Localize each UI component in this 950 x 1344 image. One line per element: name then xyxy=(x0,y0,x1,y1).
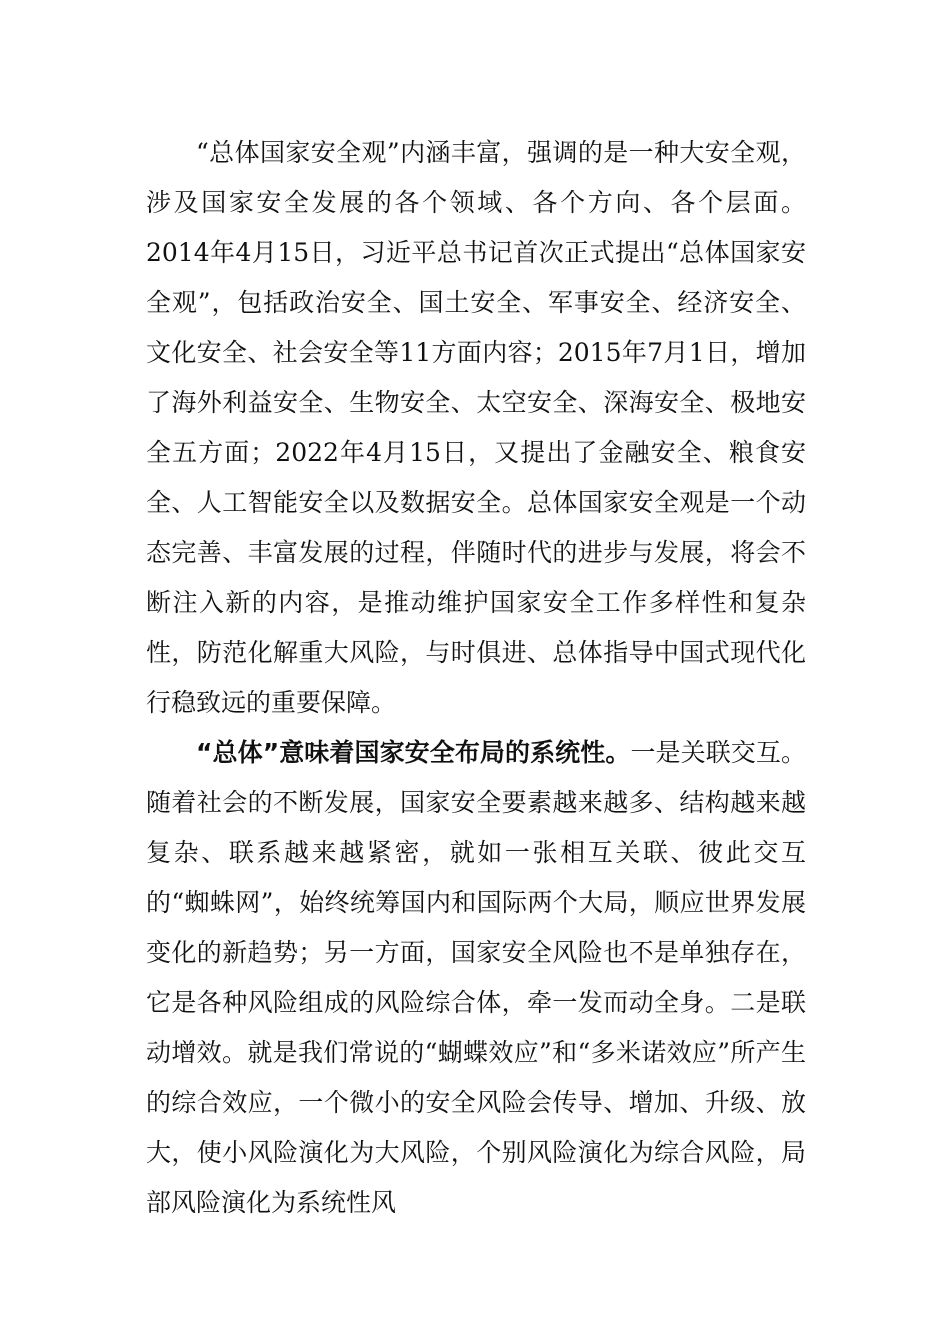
paragraph-2-lead-sentence: “总体”意味着国家安全布局的系统性。 xyxy=(196,738,631,767)
document-body xyxy=(146,128,806,1228)
paragraph-1-text: “总体国家安全观”内涵丰富，强调的是一种大安全观，涉及国家安全发展的各个领域、各个方向、各个层面。2014年4月15日，习近平总书记首次正式提出“总体国家安全观”，包括政治安全、国土安全、军事安全、经济安全、文化安全、社会安全等11方面内容；2015年7月1日，增加了海外利益安全、生物安全、太空安全、深海安全、极地安全五方面；2022年4月15日，又提出了金融安全、粮食安全、人工智能安全以及数据安全。总体国家安全观是一个动态完善、丰富发展的过程，伴随时代的进步与发展，将会不断注入新的内容，是推动维护国家安全工作多样性和复杂性，防范化解重大风险，与时俱进、总体指导中国式现代化行稳致远的重要保障。 xyxy=(146,138,806,717)
paragraph-2-text: 一是关联交互。随着社会的不断发展，国家安全要素越来越多、结构越来越复杂、联系越来越紧密，就如一张相互关联、彼此交互的“蜘蛛网”，始终统筹国内和国际两个大局，顺应世界发展变化的新趋势；另一方面，国家安全风险也不是单独存在，它是各种风险组成的风险综合体，牵一发而动全身。二是联动增效。就是我们常说的“蝴蝶效应”和“多米诺效应”所产生的综合效应，一个微小的安全风险会传导、增加、升级、放大，使小风险演化为大风险，个别风险演化为综合风险，局部风险演化为系统性风 xyxy=(146,738,806,1217)
paragraph-2 xyxy=(146,728,806,1228)
paragraph-1 xyxy=(146,128,806,728)
